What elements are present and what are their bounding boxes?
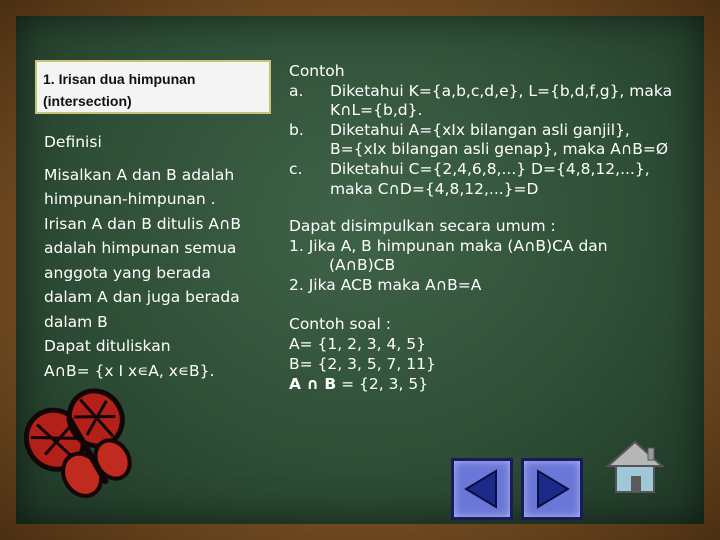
examples-heading: Contoh	[289, 62, 345, 80]
examples-column	[289, 62, 689, 394]
conclusion-block	[289, 217, 689, 295]
definition-line: Misalkan A dan B adalah	[44, 165, 235, 184]
definition-line: anggota yang berada	[44, 263, 211, 282]
example-text: B={xIx bilangan asli genap}, maka A∩B=Ø	[330, 140, 669, 159]
example-text: Diketahui C={2,4,6,8,...} D={4,8,12,...},	[330, 159, 650, 178]
conclusion-line: (A∩B)CB	[329, 256, 396, 275]
conclusion-line: 2. Jika ACB maka A∩B=A	[289, 275, 482, 294]
butterfly-icon	[24, 382, 144, 510]
triangle-left-icon	[454, 461, 510, 517]
home-icon	[604, 436, 666, 498]
example-label: b.	[289, 120, 304, 139]
practice-block	[289, 314, 689, 394]
previous-slide-button[interactable]	[451, 458, 513, 520]
definition-line: himpunan-himpunan .	[44, 190, 216, 208]
answer-value: = {2, 3, 5}	[336, 374, 429, 393]
triangle-right-icon	[524, 461, 580, 517]
conclusion-line: 1. Jika A, B himpunan maka (A∩B)CA dan	[289, 236, 608, 255]
example-item-a	[289, 82, 689, 121]
example-item-c	[289, 160, 689, 199]
section-title-box	[35, 60, 271, 114]
definition-line: dalam B	[44, 312, 108, 331]
example-text: K∩L={b,d}.	[330, 101, 423, 120]
home-button[interactable]	[604, 436, 666, 498]
next-slide-button[interactable]	[521, 458, 583, 520]
definition-column	[44, 130, 272, 383]
definition-heading: Definisi	[44, 133, 102, 151]
intersection-formula: A∩B= {x I x∊A, x∊B}.	[44, 361, 215, 380]
answer-line	[289, 374, 689, 394]
set-a: A= {1, 2, 3, 4, 5}	[289, 334, 426, 353]
example-text: maka C∩D={4,8,12,...}=D	[330, 179, 539, 198]
notation-label: Dapat dituliskan	[44, 337, 171, 355]
example-label: a.	[289, 81, 304, 100]
conclusion-heading: Dapat disimpulkan secara umum :	[289, 217, 556, 236]
definition-line: dalam A dan juga berada	[44, 288, 240, 306]
answer-expression: A ∩ B	[289, 374, 337, 393]
example-item-b	[289, 121, 689, 160]
example-text: Diketahui A={xIx bilangan asli ganjil},	[330, 120, 630, 139]
example-label: c.	[289, 159, 303, 178]
practice-heading: Contoh soal :	[289, 314, 391, 333]
section-title-line2: (intersection)	[43, 93, 132, 109]
example-text: Diketahui K={a,b,c,d,e}, L={b,d,f,g}, maka	[330, 81, 673, 100]
section-title-line1: 1. Irisan dua himpunan	[43, 71, 196, 87]
definition-line: Irisan A dan B ditulis A∩B	[44, 214, 241, 233]
set-b: B= {2, 3, 5, 7, 11}	[289, 354, 436, 373]
definition-line: adalah himpunan semua	[44, 239, 237, 257]
